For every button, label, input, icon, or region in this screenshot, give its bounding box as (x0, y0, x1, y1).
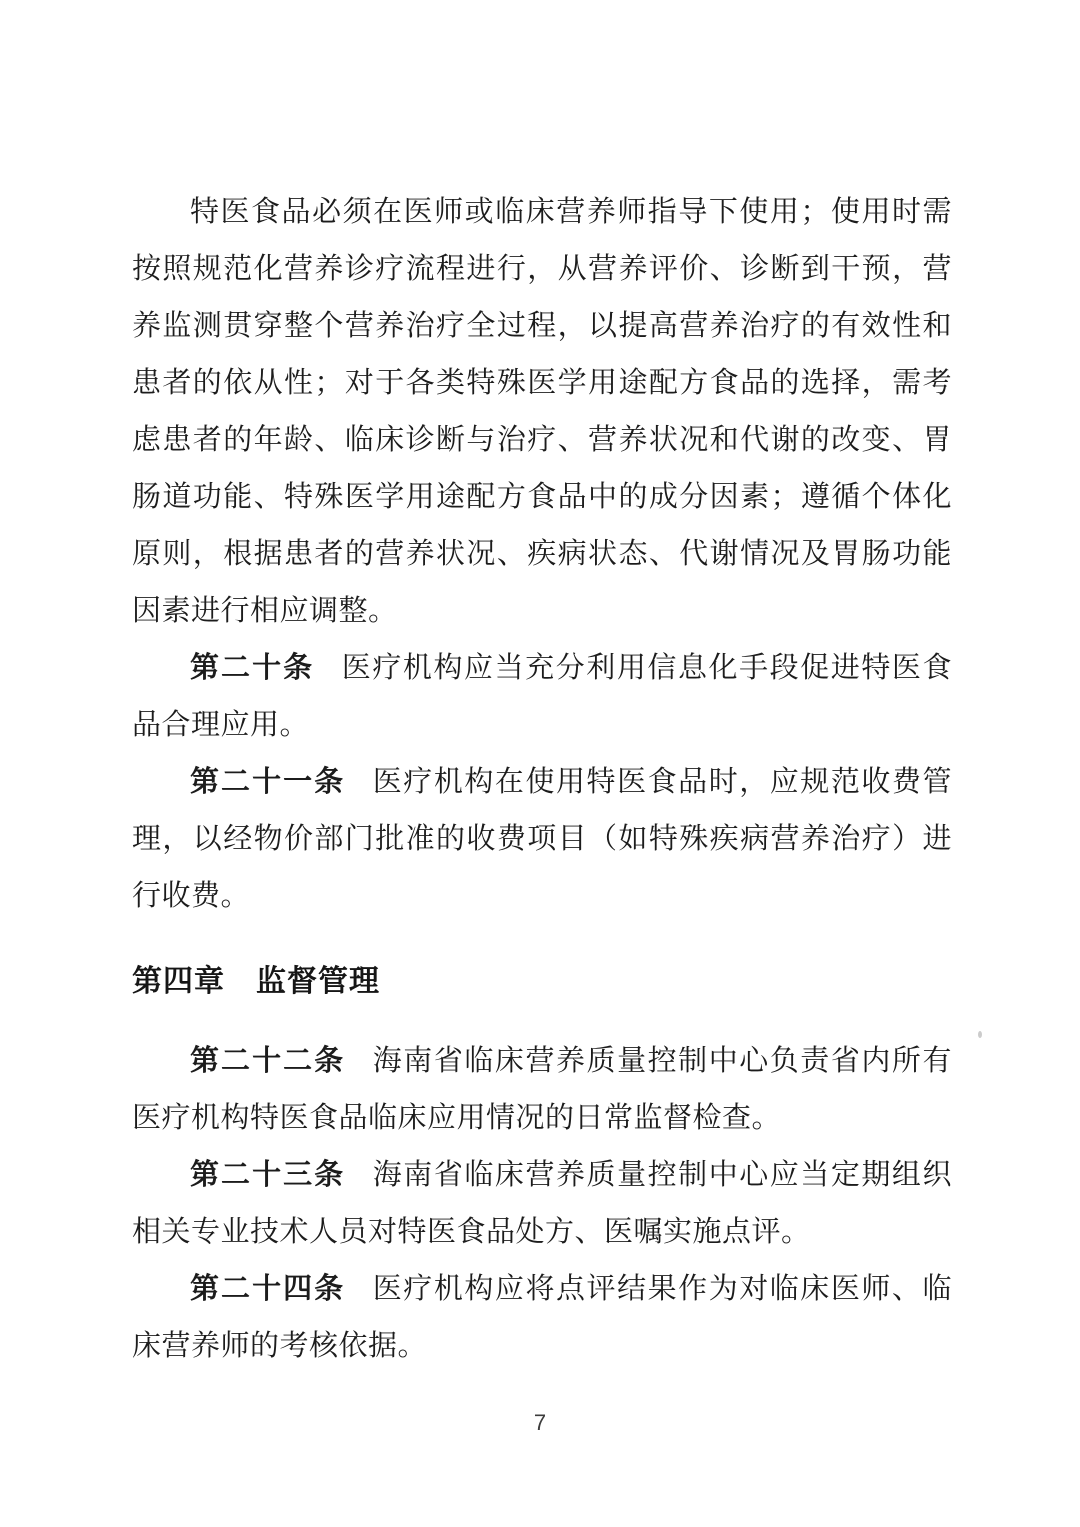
article-22-text: 海南省临床营养质量控制中心负责省内所有医疗机构特医食品临床应用情况的日常监督检查。 (132, 1045, 952, 1134)
article-21 (132, 754, 952, 925)
article-24-text: 医疗机构应将点评结果作为对临床医师、临床营养师的考核依据。 (132, 1273, 952, 1362)
article-21-text: 医疗机构在使用特医食品时，应规范收费管理，以经物价部门批准的收费项目（如特殊疾病营养治疗）进行收费。 (132, 766, 952, 912)
article-24-label: 第二十四条 (190, 1273, 346, 1305)
body-paragraph: 特医食品必须在医师或临床营养师指导下使用；使用时需按照规范化营养诊疗流程进行，从营养评价、诊断到干预，营养监测贯穿整个营养治疗全过程，以提高营养治疗的有效性和患者的依从性；对于各类特殊医学用途配方食品的选择，需考虑患者的年龄、临床诊断与治疗、营养状况和代谢的改变、胃肠道功能、特殊医学用途配方食品中的成分因素；遵循个体化原则，根据患者的营养状况、疾病状态、代谢情况及胃肠功能因素进行相应调整。 (132, 196, 952, 627)
scan-artifact-speck (978, 1031, 982, 1038)
article-24 (132, 1261, 952, 1375)
article-20-label: 第二十条 (190, 652, 315, 684)
document-body (132, 184, 952, 1375)
page-number: 7 (533, 1410, 547, 1435)
chapter-4-heading: 第四章 监督管理 (132, 965, 380, 998)
article-22 (132, 1033, 952, 1147)
article-21-label: 第二十一条 (190, 766, 346, 798)
article-20 (132, 640, 952, 754)
article-23-text: 海南省临床营养质量控制中心应当定期组织相关专业技术人员对特医食品处方、医嘱实施点评。 (132, 1159, 952, 1248)
article-22-label: 第二十二条 (190, 1045, 346, 1077)
article-20-text: 医疗机构应当充分利用信息化手段促进特医食品合理应用。 (132, 652, 952, 741)
article-23-label: 第二十三条 (190, 1159, 346, 1191)
article-23 (132, 1147, 952, 1261)
